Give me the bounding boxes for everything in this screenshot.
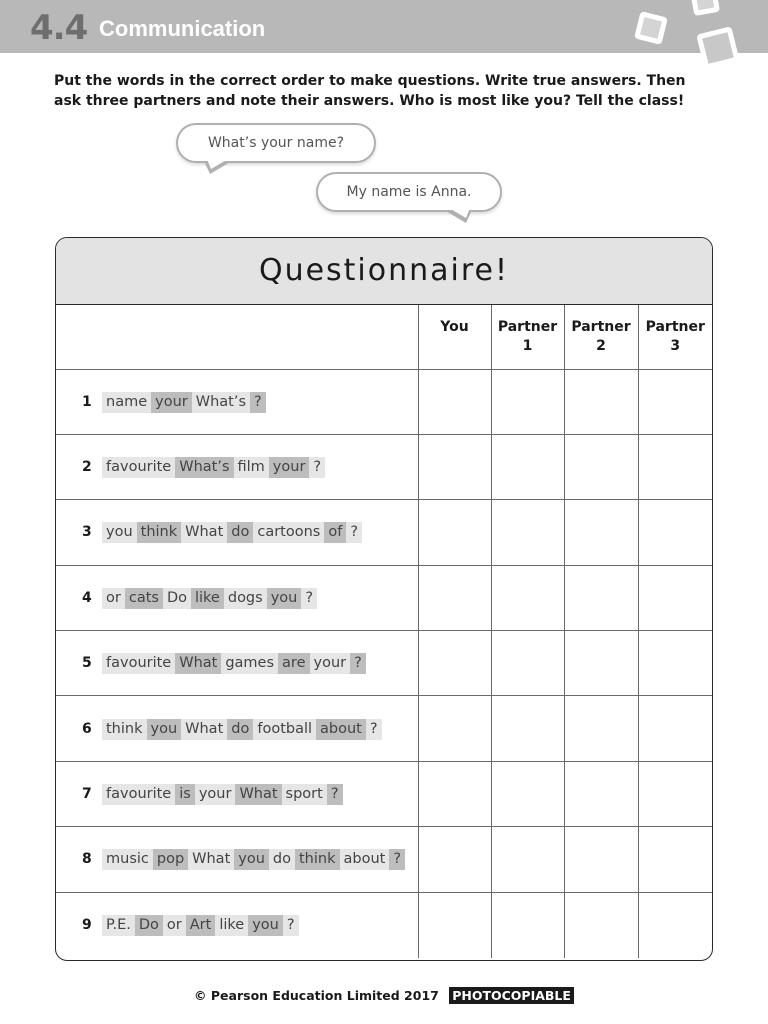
word-tile: do	[227, 719, 253, 740]
word-tile: favourite	[102, 653, 175, 674]
decorative-square-icon	[696, 26, 740, 70]
word-tile: cartoons	[253, 522, 324, 543]
answer-cell-you[interactable]	[418, 827, 491, 892]
word-tile: What’s	[175, 457, 233, 478]
word-tile: your	[269, 457, 310, 478]
word-tile: What	[175, 653, 221, 674]
question-number: 9	[82, 917, 92, 934]
word-tile: What	[188, 849, 234, 870]
question-cell	[56, 696, 418, 761]
word-tile: think	[102, 719, 147, 740]
question-number: 6	[82, 720, 92, 737]
instructions: Put the words in the correct order to make questions. Write true answers. Then ask three partners and note their answers. Who is most like you? Tell the class!	[54, 73, 686, 109]
word-tile: ?	[389, 849, 405, 870]
question-number: 8	[82, 851, 92, 868]
questionnaire-body	[56, 369, 712, 958]
column-header-partner-2	[564, 305, 638, 369]
word-tile: you	[267, 588, 302, 609]
answer-cell-you[interactable]	[418, 631, 491, 696]
word-tile: you	[248, 915, 283, 936]
word-tile: about	[316, 719, 366, 740]
question-column-header	[56, 305, 418, 369]
word-tiles	[102, 522, 362, 543]
word-tile: games	[221, 653, 278, 674]
answer-cell-partner-1[interactable]	[491, 434, 564, 499]
word-tile: favourite	[102, 784, 175, 805]
footer	[0, 987, 768, 1004]
question-number: 4	[82, 589, 92, 606]
word-tile: What	[181, 719, 227, 740]
answer-cell-you[interactable]	[418, 892, 491, 957]
question-cell	[56, 565, 418, 630]
column-header-label: Partner 3	[645, 319, 705, 354]
word-tile: cats	[125, 588, 163, 609]
word-tile: think	[137, 522, 182, 543]
word-tile: music	[102, 849, 153, 870]
photocopiable-badge: PHOTOCOPIABLE	[449, 987, 574, 1004]
question-row	[56, 565, 712, 630]
word-tile: or	[163, 915, 186, 936]
answer-cell-partner-3[interactable]	[638, 434, 712, 499]
question-row	[56, 761, 712, 826]
answer-cell-partner-2[interactable]	[564, 369, 638, 434]
word-tiles	[102, 784, 343, 805]
word-tile: your	[151, 392, 192, 413]
question-cell	[56, 631, 418, 696]
word-tile: or	[102, 588, 125, 609]
word-tiles	[102, 653, 366, 674]
question-number: 3	[82, 524, 92, 541]
question-cell	[56, 827, 418, 892]
word-tile: of	[324, 522, 346, 543]
speech-tail-icon	[444, 210, 472, 223]
speech-bubble-answer-text: My name is Anna.	[346, 184, 472, 200]
decorative-square-icon	[690, 0, 720, 16]
word-tile: dogs	[224, 588, 267, 609]
word-tile: you	[147, 719, 182, 740]
unit-number: 4.4	[30, 8, 88, 48]
question-cell	[56, 369, 418, 434]
word-tile: think	[295, 849, 340, 870]
word-tile: ?	[350, 653, 366, 674]
answer-cell-partner-2[interactable]	[564, 827, 638, 892]
answer-cell-partner-1[interactable]	[491, 565, 564, 630]
answer-cell-you[interactable]	[418, 434, 491, 499]
word-tile: football	[253, 719, 316, 740]
word-tile: ?	[366, 719, 382, 740]
column-header-partner-1	[491, 305, 564, 369]
word-tiles	[102, 849, 405, 870]
answer-cell-you[interactable]	[418, 369, 491, 434]
answer-cell-partner-3[interactable]	[638, 500, 712, 565]
word-tile: is	[175, 784, 195, 805]
decorative-square-icon	[634, 11, 668, 45]
question-row	[56, 500, 712, 565]
word-tiles	[102, 392, 266, 413]
answer-cell-partner-1[interactable]	[491, 369, 564, 434]
answer-cell-partner-1[interactable]	[491, 761, 564, 826]
word-tile: ?	[283, 915, 299, 936]
word-tile: Do	[135, 915, 163, 936]
word-tile: What’s	[192, 392, 250, 413]
answer-cell-partner-1[interactable]	[491, 892, 564, 957]
header-row	[56, 305, 712, 369]
question-row	[56, 434, 712, 499]
word-tile: do	[227, 522, 253, 543]
answer-cell-partner-1[interactable]	[491, 696, 564, 761]
word-tile: Do	[163, 588, 191, 609]
word-tile: like	[191, 588, 224, 609]
word-tile: your	[310, 653, 351, 674]
column-header-label: Partner 2	[571, 319, 631, 354]
word-tile: sport	[282, 784, 327, 805]
answer-cell-partner-3[interactable]	[638, 892, 712, 957]
copyright-text: © Pearson Education Limited 2017	[194, 988, 439, 1003]
question-row	[56, 827, 712, 892]
word-tile: about	[340, 849, 390, 870]
question-number: 1	[82, 393, 92, 410]
question-number: 7	[82, 786, 92, 803]
word-tile: What	[181, 522, 227, 543]
speech-bubble-answer	[316, 172, 502, 212]
question-cell	[56, 500, 418, 565]
word-tile: like	[215, 915, 248, 936]
unit-header	[0, 0, 768, 53]
word-tiles	[102, 457, 325, 478]
column-header-label: Partner 1	[497, 319, 558, 354]
word-tile: ?	[301, 588, 317, 609]
word-tiles	[102, 719, 382, 740]
question-cell	[56, 761, 418, 826]
word-tile: favourite	[102, 457, 175, 478]
answer-cell-partner-2[interactable]	[564, 696, 638, 761]
word-tile: P.E.	[102, 915, 135, 936]
answer-cell-partner-2[interactable]	[564, 500, 638, 565]
answer-cell-partner-1[interactable]	[491, 631, 564, 696]
unit-title: Communication	[99, 16, 266, 41]
word-tiles	[102, 588, 317, 609]
word-tile: do	[269, 849, 295, 870]
column-header-you: You	[418, 305, 491, 369]
answer-cell-partner-2[interactable]	[564, 565, 638, 630]
word-tile: you	[234, 849, 269, 870]
question-row	[56, 369, 712, 434]
question-row	[56, 696, 712, 761]
answer-cell-partner-3[interactable]	[638, 631, 712, 696]
answer-cell-partner-3[interactable]	[638, 827, 712, 892]
questionnaire-title: Questionnaire!	[56, 238, 712, 305]
answer-cell-partner-3[interactable]	[638, 565, 712, 630]
word-tile: What	[235, 784, 281, 805]
questionnaire-table	[56, 305, 712, 958]
answer-cell-partner-2[interactable]	[564, 631, 638, 696]
question-number: 5	[82, 655, 92, 672]
word-tile: you	[102, 522, 137, 543]
answer-cell-partner-3[interactable]	[638, 761, 712, 826]
word-tile: ?	[250, 392, 266, 413]
question-cell	[56, 434, 418, 499]
speech-tail-icon	[204, 161, 232, 174]
question-number: 2	[82, 459, 92, 476]
word-tile: ?	[346, 522, 362, 543]
speech-bubble-question	[176, 123, 376, 163]
answer-cell-partner-1[interactable]	[491, 500, 564, 565]
answer-cell-partner-2[interactable]	[564, 434, 638, 499]
question-row	[56, 631, 712, 696]
questionnaire-sheet	[55, 237, 713, 961]
question-cell	[56, 892, 418, 957]
answer-cell-partner-1[interactable]	[491, 827, 564, 892]
question-row	[56, 892, 712, 957]
answer-cell-partner-3[interactable]	[638, 369, 712, 434]
word-tile: Art	[186, 915, 216, 936]
word-tile: ?	[327, 784, 343, 805]
answer-cell-partner-2[interactable]	[564, 761, 638, 826]
answer-cell-you[interactable]	[418, 500, 491, 565]
answer-cell-you[interactable]	[418, 696, 491, 761]
word-tiles	[102, 915, 299, 936]
answer-cell-you[interactable]	[418, 565, 491, 630]
word-tile: name	[102, 392, 151, 413]
answer-cell-you[interactable]	[418, 761, 491, 826]
word-tile: ?	[309, 457, 325, 478]
column-header-partner-3	[638, 305, 712, 369]
word-tile: pop	[153, 849, 188, 870]
word-tile: film	[234, 457, 269, 478]
answer-cell-partner-2[interactable]	[564, 892, 638, 957]
answer-cell-partner-3[interactable]	[638, 696, 712, 761]
word-tile: your	[195, 784, 236, 805]
speech-bubble-question-text: What’s your name?	[207, 135, 345, 151]
word-tile: are	[278, 653, 309, 674]
